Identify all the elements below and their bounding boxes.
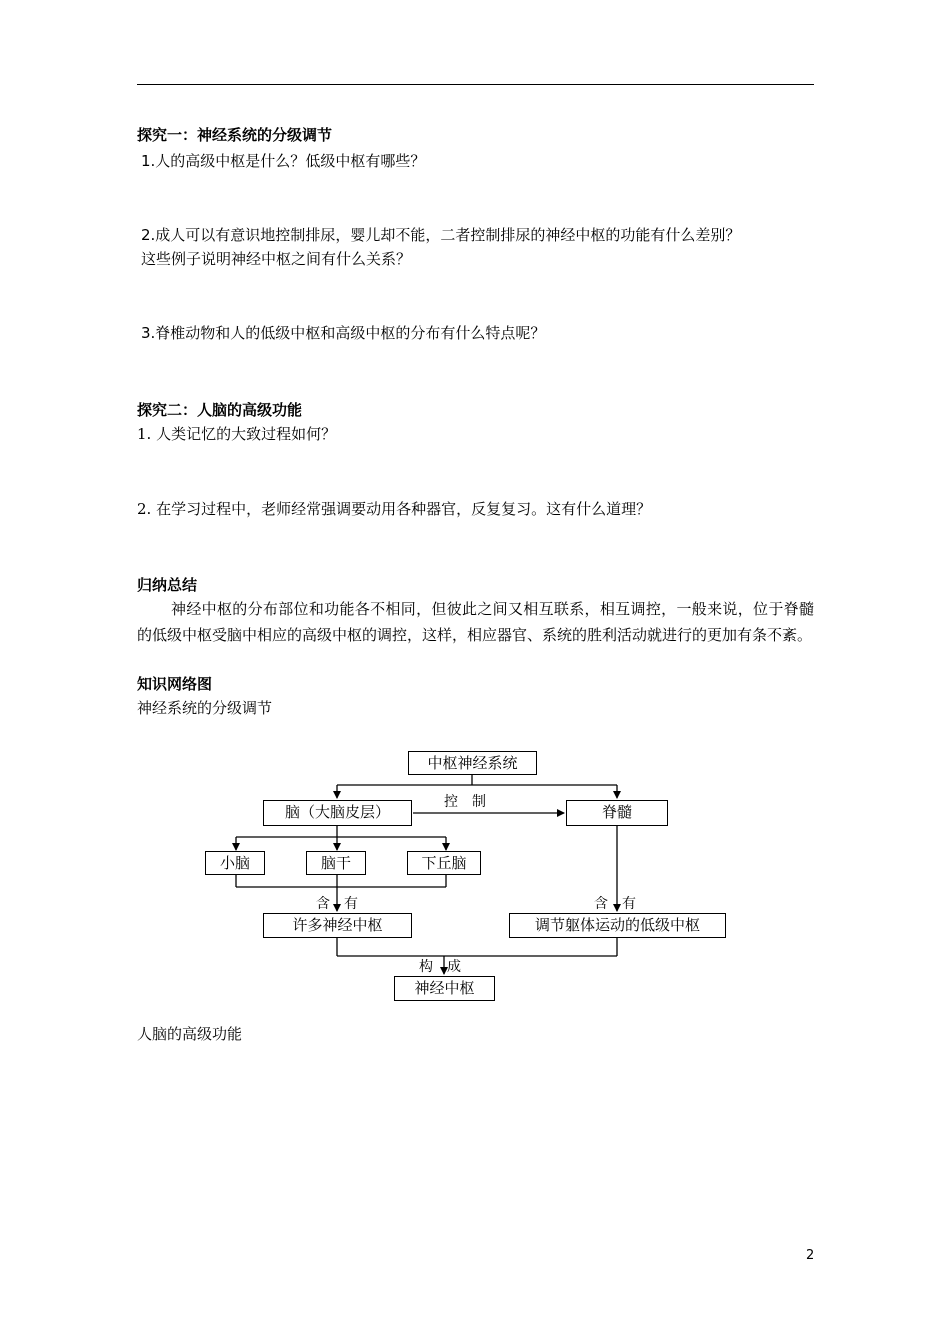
section2-question-2: 2. 在学习过程中，老师经常强调要动用各种器官，反复复习。这有什么道理？ <box>137 500 652 518</box>
cerebellum-box: 小脑 <box>205 851 265 875</box>
cns-box: 中枢神经系统 <box>408 751 537 775</box>
many-centers-box: 许多神经中枢 <box>263 913 412 938</box>
section1-question-2-line1: 2.成人可以有意识地控制排尿，婴儿却不能，二者控制排尿的神经中枢的功能有什么差别？ <box>141 226 741 244</box>
low-centers-box: 调节躯体运动的低级中枢 <box>509 913 726 938</box>
brainstem-box: 脑干 <box>306 851 366 875</box>
contain-left-label: 含 有 <box>316 896 358 912</box>
section1-question-2-line2: 这些例子说明神经中枢之间有什么关系？ <box>141 250 412 268</box>
contain-right-label: 含 有 <box>594 896 636 912</box>
section1-question-1: 1.人的高级中枢是什么？低级中枢有哪些？ <box>141 152 426 170</box>
page-number: 2 <box>806 1248 815 1263</box>
section1-title: 探究一：神经系统的分级调节 <box>137 126 333 144</box>
brain-box: 脑（大脑皮层） <box>263 800 412 826</box>
brain-functions-heading: 人脑的高级功能 <box>137 1025 243 1043</box>
section2-title: 探究二：人脑的高级功能 <box>137 401 303 419</box>
section1-question-3: 3.脊椎动物和人的低级中枢和高级中枢的分布有什么特点呢？ <box>141 324 546 342</box>
compose-label: 构 成 <box>419 959 461 975</box>
nerve-center-box: 神经中枢 <box>394 976 495 1001</box>
section2-question-1: 1. 人类记忆的大致过程如何？ <box>137 425 337 443</box>
network-title: 知识网络图 <box>137 675 213 693</box>
control-label: 控 制 <box>444 794 486 810</box>
summary-paragraph: 神经中枢的分布部位和功能各不相同，但彼此之间又相互联系，相互调控，一般来说，位于脊髓的低级中枢受脑中相应的高级中枢的调控，这样，相应器官、系统的胜利活动就进行的更加有条不紊。 <box>137 600 814 644</box>
network-subtitle: 神经系统的分级调节 <box>137 699 273 717</box>
summary-title: 归纳总结 <box>137 576 198 594</box>
hypothalamus-box: 下丘脑 <box>407 851 481 875</box>
spinal-cord-box: 脊髓 <box>566 800 668 826</box>
